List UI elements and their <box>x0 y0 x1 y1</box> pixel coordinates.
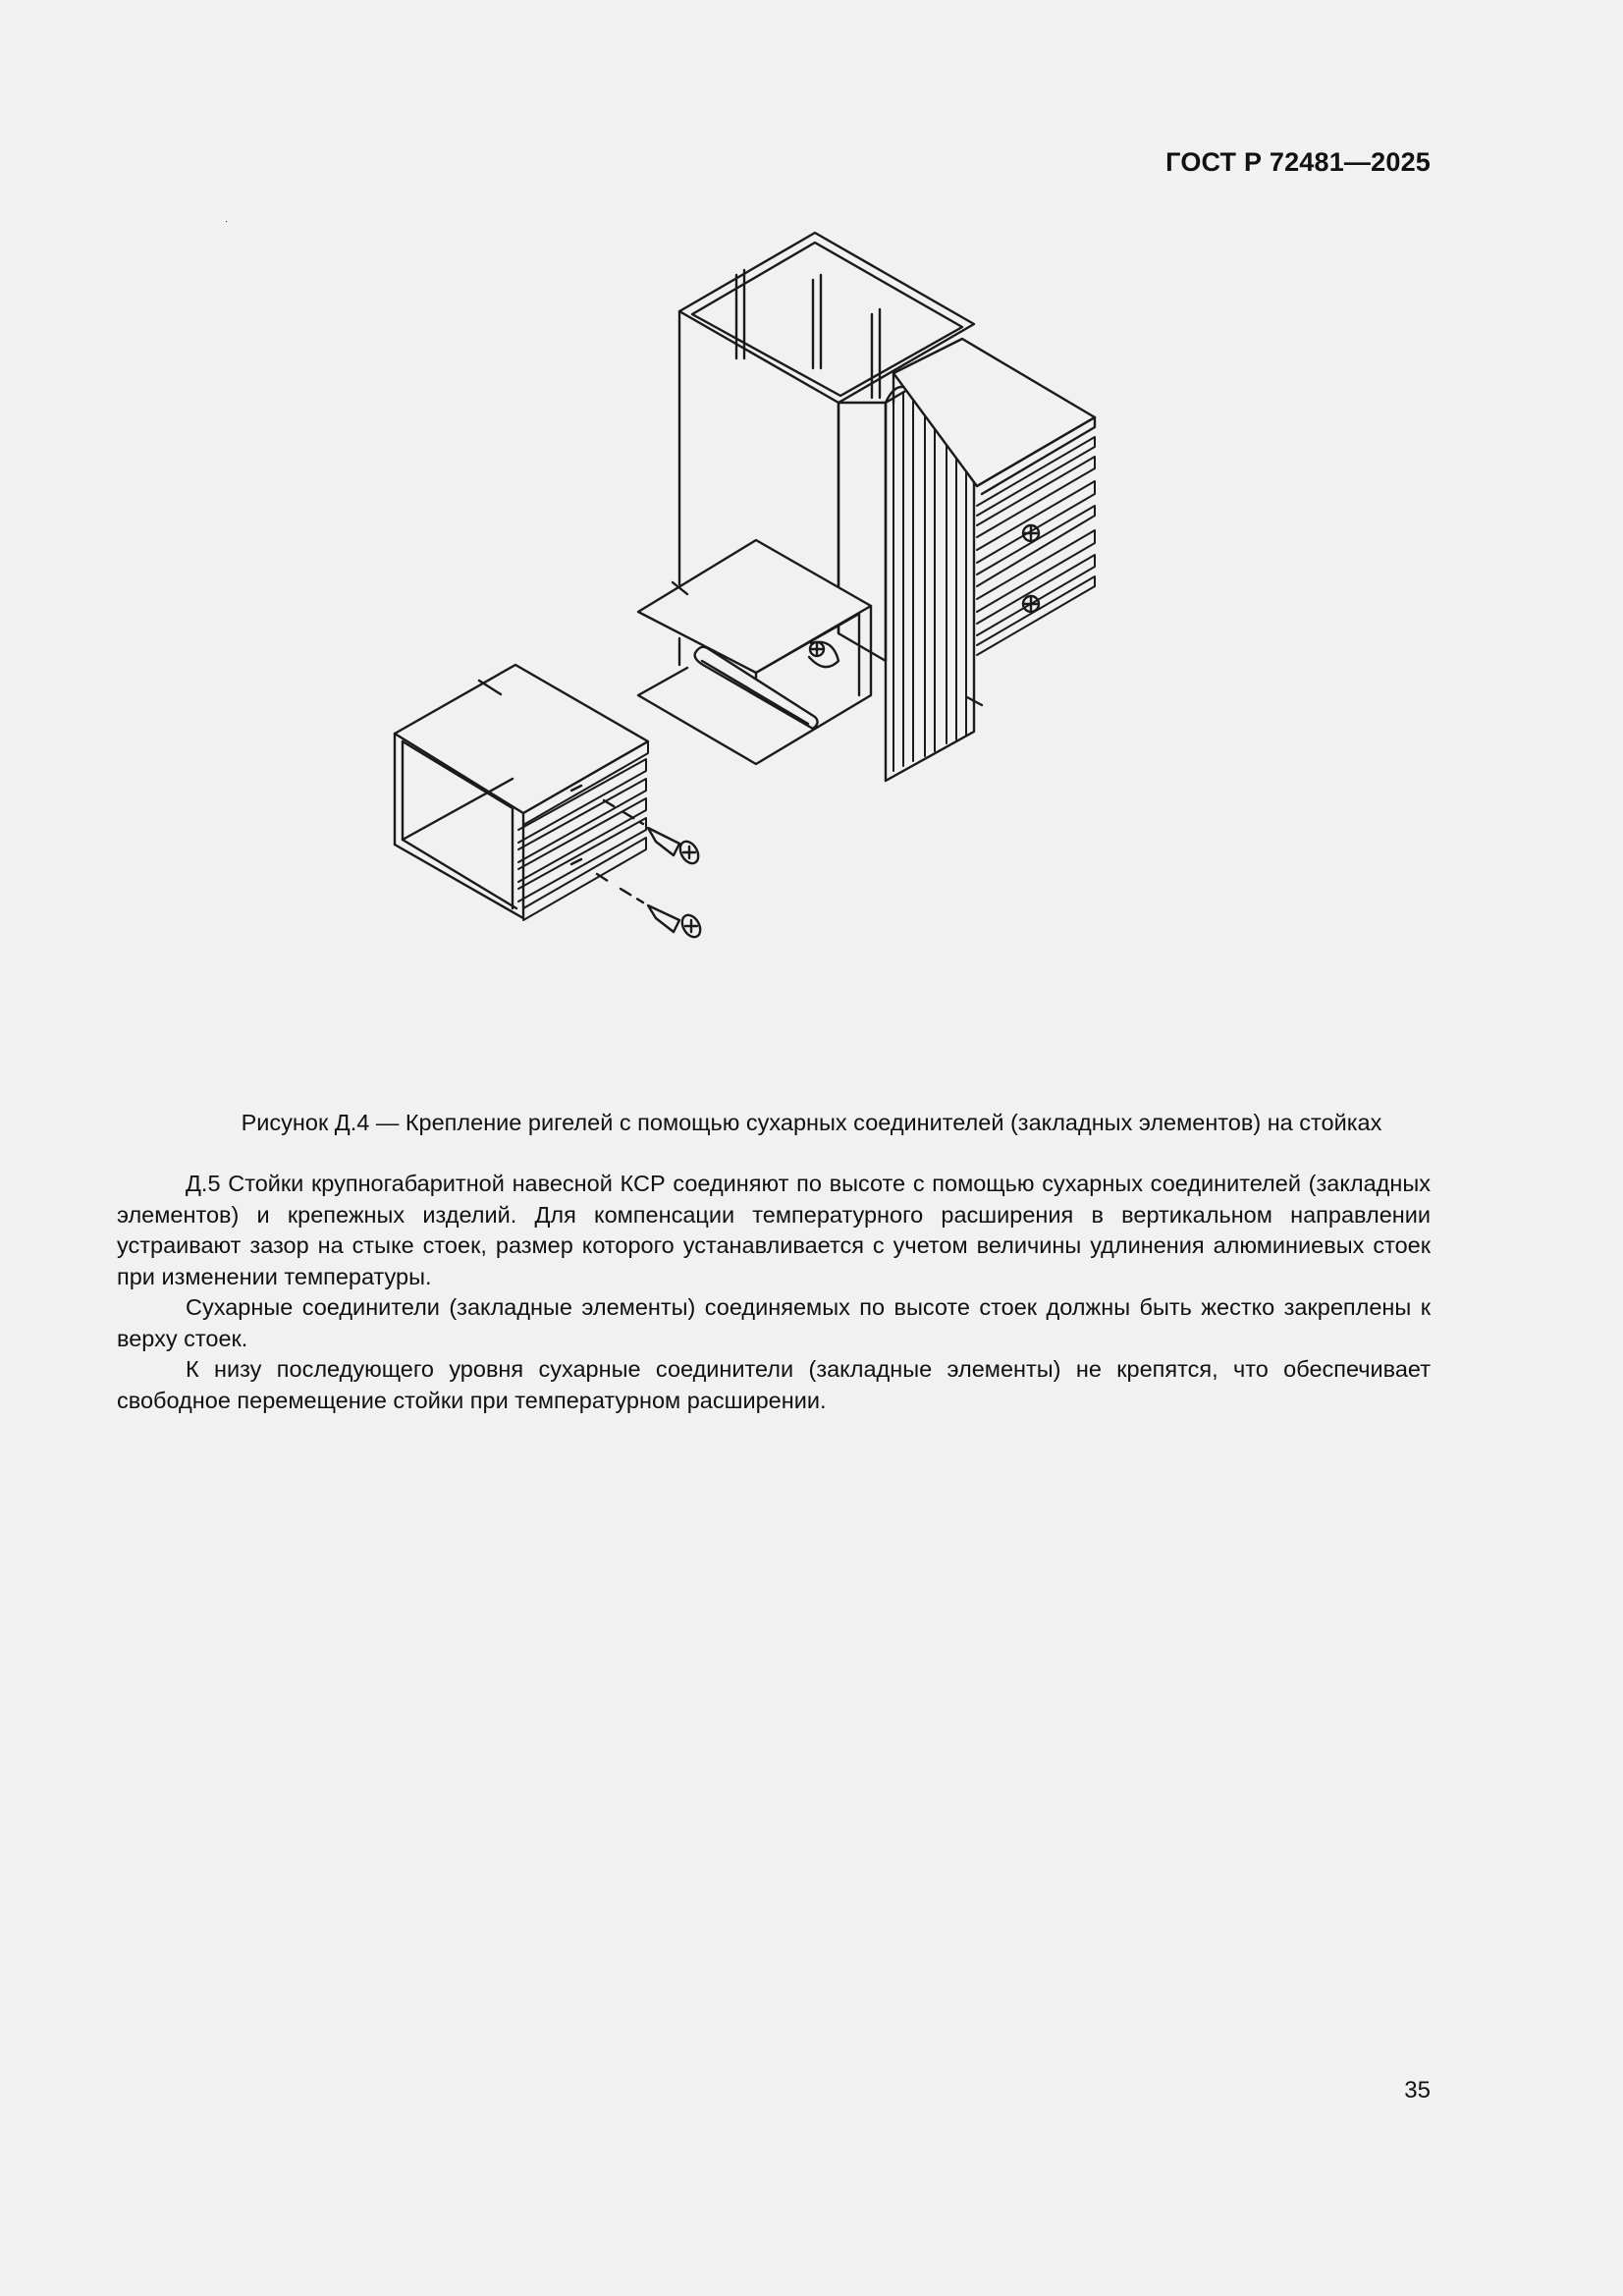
right-transom <box>893 339 1095 655</box>
paragraph: Сухарные соединители (закладные элементы) соединяемых по высоте стоек должны быть жестко закреплены к верху стоек. <box>117 1294 1431 1351</box>
page-number: 35 <box>1404 2077 1431 2104</box>
insert-connector <box>638 540 871 764</box>
left-transom <box>395 665 648 920</box>
paragraph: Д.5 Стойки крупногабаритной навесной КСР соединяют по высоте с помощью сухарных соединителей (закладных элементов) и крепежных изделий. Для компенсации температурного расширения в вертикальном направлении устраивают зазор на стыке стоек, размер которого устанавливается с учетом величины удлинения алюминиевых стоек при изменении температуры. <box>117 1171 1431 1289</box>
figure-drawing <box>226 221 1325 1085</box>
isometric-assembly-drawing <box>226 221 1325 1085</box>
screw-lower <box>597 874 704 940</box>
paragraph: К низу последующего уровня сухарные соединители (закладные элементы) не крепятся, что обеспечивает свободное перемещение стойки при температурном расширении. <box>117 1356 1431 1413</box>
document-header: ГОСТ Р 72481—2025 <box>1165 147 1431 177</box>
body-text <box>117 1169 1431 1416</box>
figure-caption: Рисунок Д.4 — Крепление ригелей с помощью сухарных соединителей (закладных элементов) на стойках <box>241 1110 1382 1135</box>
